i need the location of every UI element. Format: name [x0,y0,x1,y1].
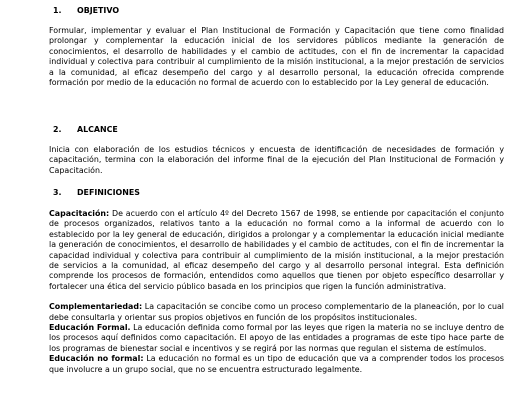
section-title: DEFINICIONES [77,188,140,197]
definition-text: La educación no formal es un tipo de educación que va a comprender todos los procesos que involucre a un grupo social, que no se encuentra estructurado legalmente. [49,354,504,374]
definition-complementariedad [49,302,504,323]
definition-text: De acuerdo con el artículo 4º del Decreto 1567 de 1998, se entiende por capacitación el conjunto de procesos organizados, relativos tanto a la educación no formal como a la informal de acuerdo con lo establecido por la ley general de educación, dirigidos a prolongar y a complementar la educación inicial mediante la generación de conocimientos, el desarrollo de habilidades y el cambio de actitudes, con el fin de incrementar la capacidad individual y colectiva para contribuir al cumplimiento de la misión institucional, a la mejor prestación de servicios a la comunidad, al eficaz desempeño del cargo y al desarrollo personal integral. Esta definición comprende los procesos de formación, entendidos como aquellos que tienen por objeto específico desarrollar y fortalecer una ética del servicio público basada en los principios que rigen la función administrativa. [49,209,504,291]
section-heading-objetivo [49,6,119,16]
alcance-paragraph: Inicia con elaboración de los estudios técnicos y encuesta de identificación de necesidades de formación y capacitación, termina con la elaboración del informe final de la ejecución del Plan Institucional de Formación y Capacitación. [49,145,504,175]
definition-text: La capacitación se concibe como un proceso complementario de la planeación, por lo cual debe consultarla y orientar sus propios objetivos en función de los propósitos institucionales. [49,302,504,322]
objetivo-paragraph: Formular, implementar y evaluar el Plan Institucional de Formación y Capacitación que tiene como finalidad prolongar y complementar la educación inicial de los servidores públicos mediante la generación de conocimientos, el desarrollo de habilidades y el cambio de actitudes, con el fin de incrementar la capacidad individual y colectiva para contribuir al cumplimiento de la misión institucional, a la mejor prestación de servicios a la comunidad, al eficaz desempeño del cargo y al desarrollo personal, la educación ofrecida comprende formación por medio de la educación no formal de acuerdo con lo establecido por la Ley general de educación. [49,26,504,88]
section-heading-definiciones [49,188,140,198]
definition-term: Educación no formal: [49,354,144,364]
definition-capacitacion [49,209,504,292]
section-number: 1. [53,6,62,15]
section-title: OBJETIVO [77,6,120,15]
definition-educacion-no-formal [49,354,504,375]
section-number: 2. [53,125,62,134]
definition-text: La educación definida como formal por las leyes que rigen la materia no se incluye dentro de los procesos aquí definidos como capacitación. El apoyo de las entidades a programas de este tipo hace parte de los programas de bienestar social e incentivos y se regirá por las normas que regulan el sistema de estímulos. [49,323,504,353]
definition-educacion-formal [49,323,504,354]
section-heading-alcance [49,125,118,135]
definitions-list [49,209,504,375]
section-number: 3. [53,188,62,197]
definition-term: Educación Formal. [49,323,131,333]
definition-term: Capacitación: [49,209,110,218]
definition-term: Complementariedad: [49,302,143,312]
section-title: ALCANCE [77,125,118,134]
